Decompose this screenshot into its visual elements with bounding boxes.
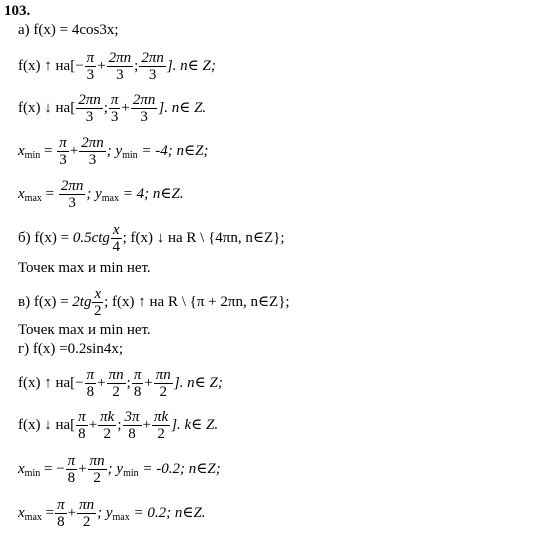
part-v-function: в) f(x) = 2tg $\frac{x}{2}$ ; f(x) ↑ на R \ {π + 2πn, n∈Z}; (18, 286, 290, 320)
part-a-minimum: $x_{min}$ = $\frac{\pi}{3}$ + $\frac{2\pi n}{3}$ ; $y_{min} = -4$; n∈Z; (18, 135, 209, 169)
part-g-maximum: $x_{max}$ = $\frac{\pi}{8}$ + $\frac{\pi n}{2}$ ; $y_{max} = 0.2$; n∈Z. (18, 497, 206, 531)
part-a-function: а) f(x) = 4cos3x; (18, 22, 119, 38)
part-b-note: Точек max и min нет. (18, 260, 151, 276)
part-a-increasing: f(x) ↑ на[− $\frac{\pi}{3}$ + $\frac{2\pi n}{3}$ ; $\frac{2\pi n}{3}$ ]. n∈ Z; (18, 50, 216, 84)
part-a-decreasing: f(x) ↓ на[ $\frac{2\pi n}{3}$ ; $\frac{\pi}{3}$ + $\frac{2\pi n}{3}$ ]. n∈ Z. (18, 92, 207, 126)
part-a-maximum: $x_{max}$ = $\frac{2\pi n}{3}$ ; $y_{max} = 4$; n∈Z. (18, 178, 184, 212)
part-g-increasing: f(x) ↑ на[− $\frac{\pi}{8}$ + $\frac{\pi n}{2}$ ; $\frac{\pi}{8}$ + $\frac{\pi n}{2}$ ]. n∈ Z; (18, 367, 223, 401)
part-v-note: Точек max и min нет. (18, 322, 151, 338)
part-b-function: б) f(x) = 0.5ctg $\frac{x}{4}$ ; f(x) ↓ на R \ {4πn, n∈Z}; (18, 222, 285, 256)
part-g-function: г) f(x) =0.2sin4x; (18, 341, 124, 357)
problem-number: 103. (4, 3, 31, 19)
part-g-minimum: $x_{min}$ = − $\frac{\pi}{8}$ + $\frac{\pi n}{2}$ ; $y_{min} = -0.2$; n∈Z; (18, 453, 221, 487)
part-g-decreasing: f(x) ↓ на[ $\frac{\pi}{8}$ + $\frac{\pi k}{2}$ ; $\frac{3\pi}{8}$ + $\frac{\pi k}{2}$ ]. k∈ Z. (18, 409, 219, 443)
